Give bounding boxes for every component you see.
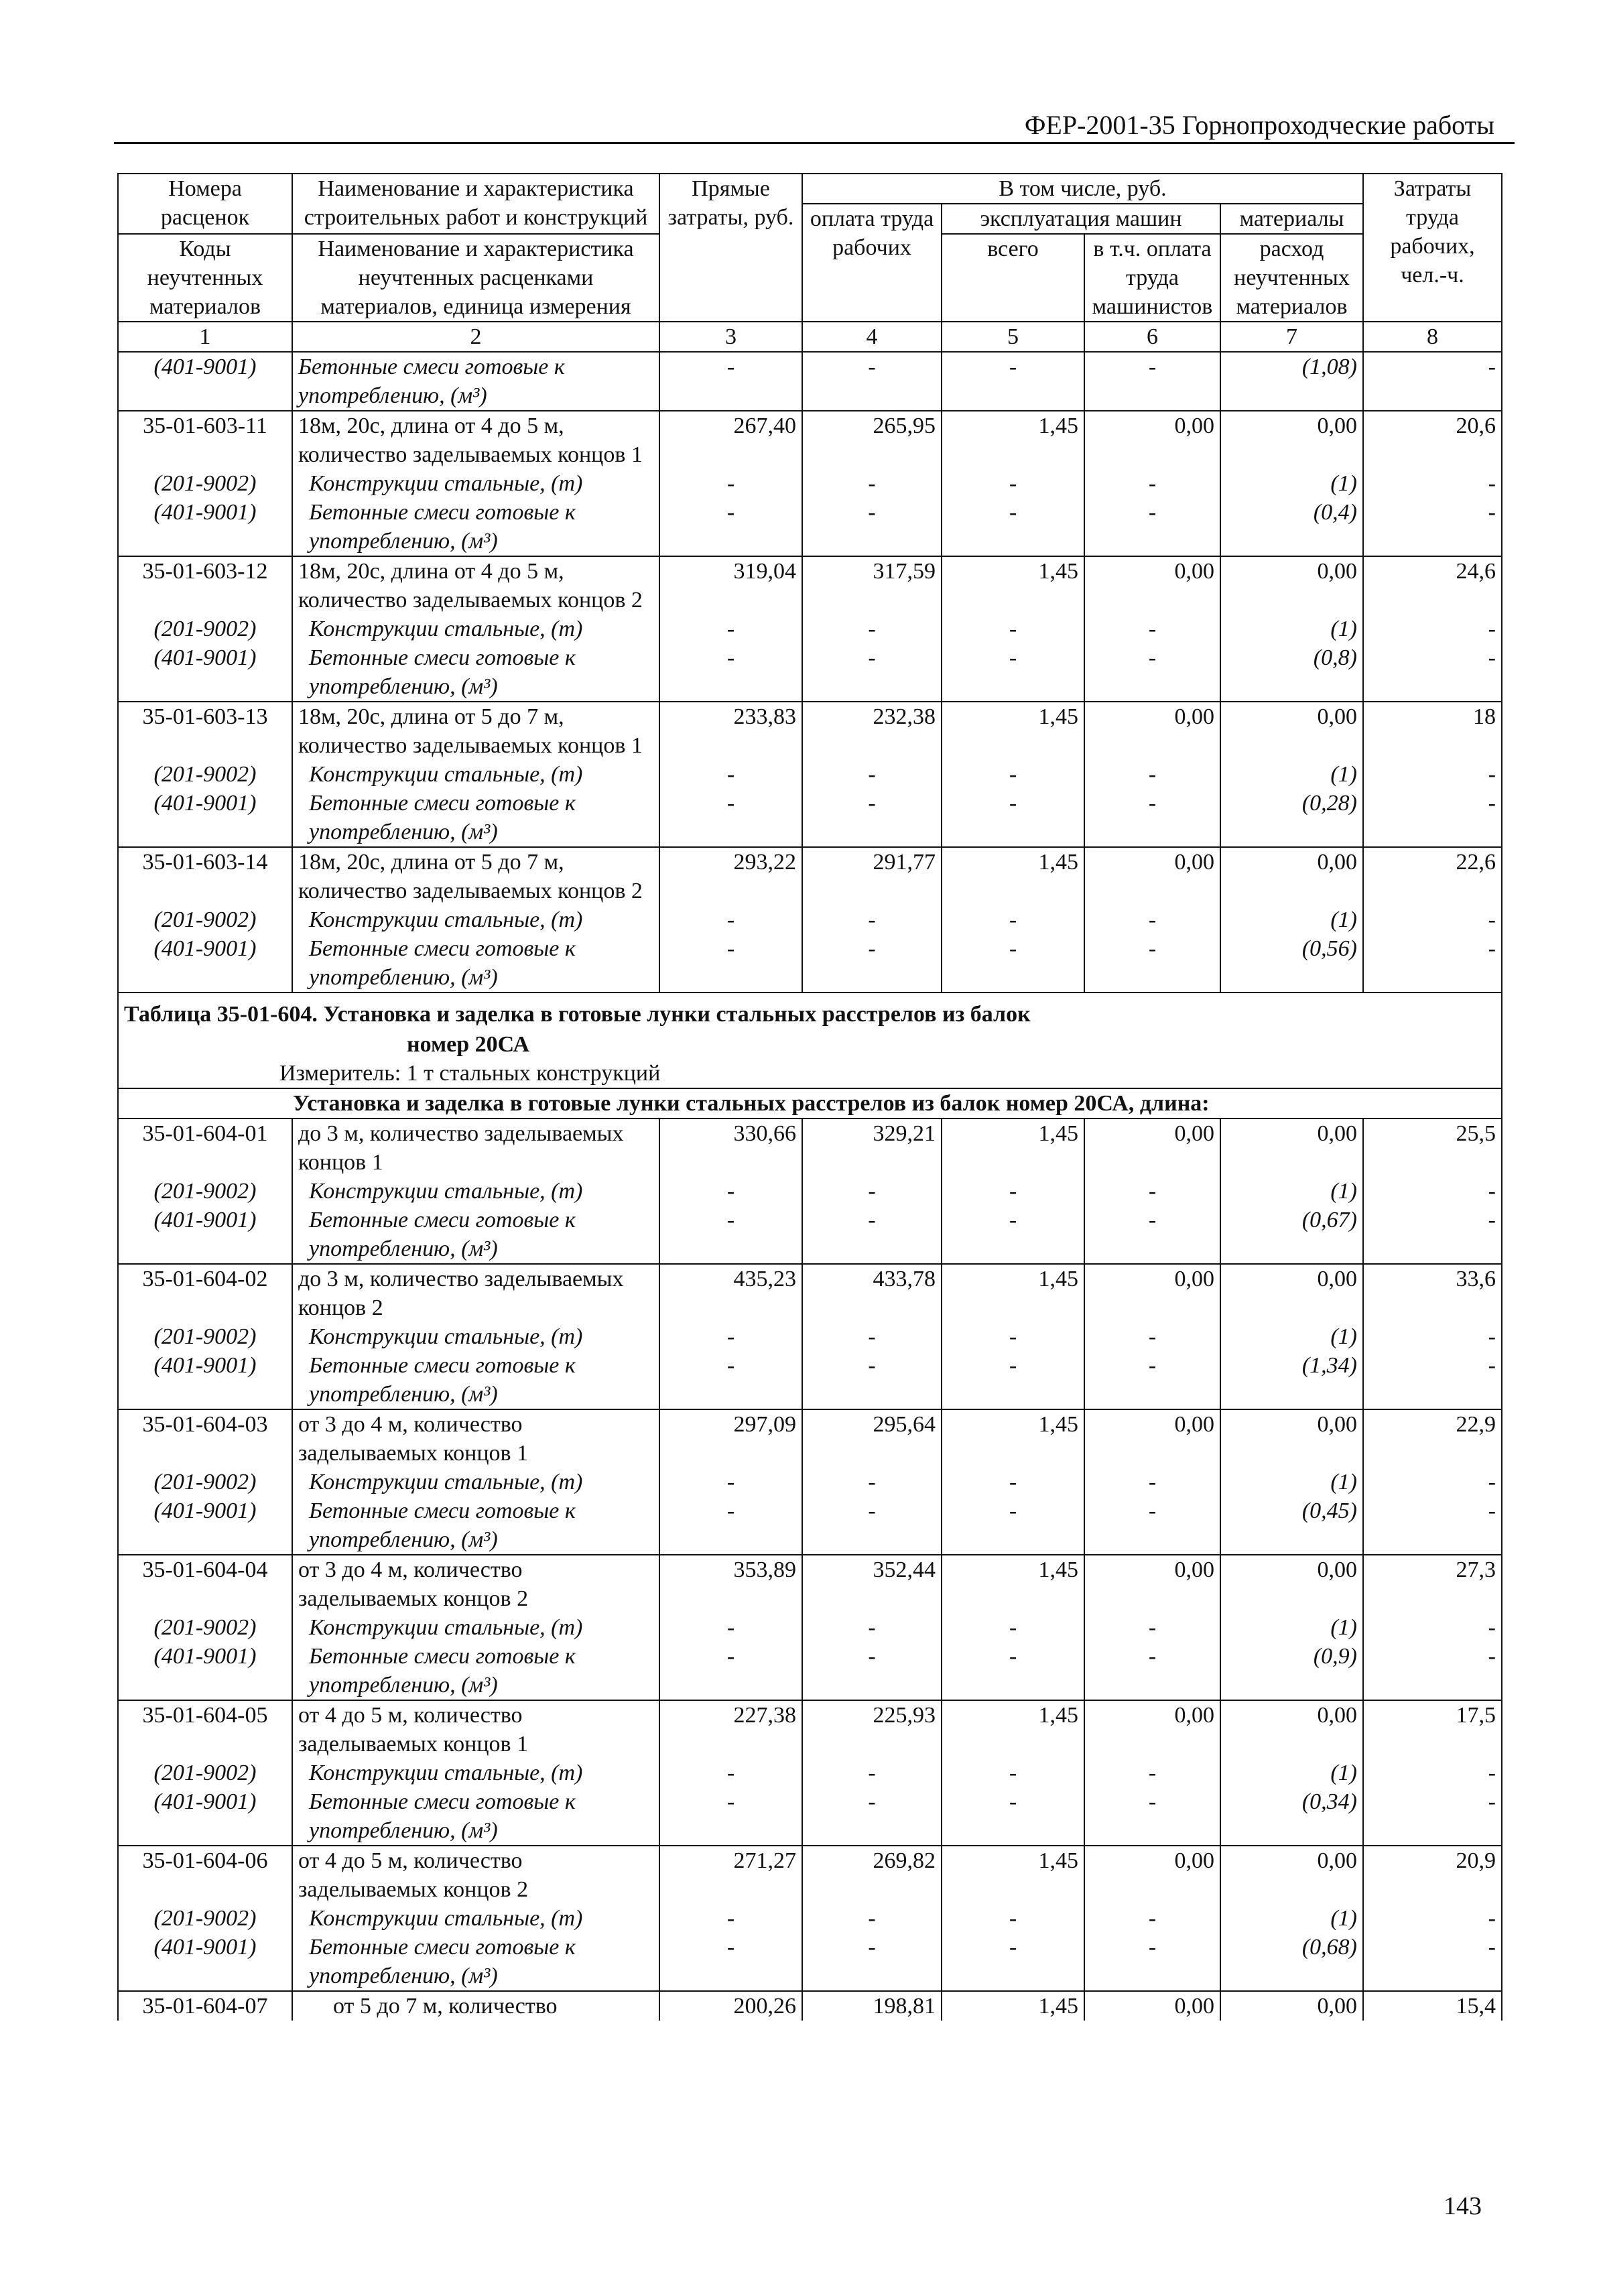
material-use: (0,34) xyxy=(1220,1787,1363,1846)
labor: 22,9 xyxy=(1363,1409,1502,1468)
header-materials: материалы xyxy=(1220,204,1363,234)
machinist-wage: 0,00 xyxy=(1084,847,1220,905)
rate-code: 35-01-604-03 xyxy=(118,1409,292,1468)
material-code: (401-9001) xyxy=(118,1787,292,1846)
header-machinist-wage: в т.ч. оплата труда машинистов xyxy=(1084,234,1220,322)
direct-costs: 435,23 xyxy=(659,1264,802,1322)
materials: 0,00 xyxy=(1220,1264,1363,1322)
materials: 0,00 xyxy=(1220,1409,1363,1468)
material-name: Бетонные смеси готовые к употреблению, (м³) xyxy=(292,1642,659,1700)
material-code: (201-9002) xyxy=(118,1177,292,1206)
material-row: (201-9002) Конструкции стальные, (т) - - - - (1) - xyxy=(118,1904,1502,1933)
table-measure: Измеритель: 1 т стальных конструкций xyxy=(118,1059,1502,1088)
rate-row xyxy=(118,1409,1502,1468)
material-name: Бетонные смеси готовые к употреблению, (м³) xyxy=(292,498,659,556)
material-name: Бетонные смеси готовые к употреблению, (м³) xyxy=(292,1206,659,1264)
wage: 329,21 xyxy=(802,1119,942,1177)
material-name: Конструкции стальные, (т) xyxy=(292,1613,659,1642)
rate-code: 35-01-603-12 xyxy=(118,556,292,615)
material-row: (201-9002) Конструкции стальные, (т) - - - - (1) - xyxy=(118,1177,1502,1206)
machines-all: 1,45 xyxy=(942,1119,1084,1177)
machinist-wage: 0,00 xyxy=(1084,702,1220,760)
rate-name: 18м, 20с, длина от 4 до 5 м, количество заделываемых концов 1 xyxy=(292,411,659,469)
material-name: Конструкции стальные, (т) xyxy=(292,1759,659,1787)
header-work-name: Наименование и характеристика строительных работ и конструкций xyxy=(292,174,659,234)
material-use: (0,56) xyxy=(1220,934,1363,993)
page-header xyxy=(114,110,1515,144)
direct-costs: 330,66 xyxy=(659,1119,802,1177)
machines-all: 1,45 xyxy=(942,847,1084,905)
page-number: 143 xyxy=(1444,2192,1482,2220)
material-use: (1) xyxy=(1220,615,1363,643)
material-use: (1) xyxy=(1220,1904,1363,1933)
material-name: Бетонные смеси готовые к употреблению, (м³) xyxy=(292,643,659,702)
direct-costs: 271,27 xyxy=(659,1846,802,1904)
material-use: (1) xyxy=(1220,469,1363,498)
machines-all: 1,45 xyxy=(942,1409,1084,1468)
material-row: (401-9001) Бетонные смеси готовые к употреблению, (м³) - - - - (0,8) - xyxy=(118,643,1502,702)
materials: 0,00 xyxy=(1220,1555,1363,1613)
rate-code: 35-01-604-02 xyxy=(118,1264,292,1322)
rate-code: 35-01-603-13 xyxy=(118,702,292,760)
material-use: (1) xyxy=(1220,1759,1363,1787)
rate-name: от 5 до 7 м, количество xyxy=(292,1991,659,2021)
rate-row xyxy=(118,1846,1502,1904)
colnum-6: 6 xyxy=(1084,322,1220,352)
colnum-4: 4 xyxy=(802,322,942,352)
rate-row xyxy=(118,1119,1502,1177)
materials: 0,00 xyxy=(1220,847,1363,905)
material-code: (401-9001) xyxy=(118,934,292,993)
material-row: (201-9002) Конструкции стальные, (т) - - - - (1) - xyxy=(118,469,1502,498)
material-row: (401-9001) Бетонные смеси готовые к употреблению, (м³) - - - - (0,67) - xyxy=(118,1206,1502,1264)
material-code: (201-9002) xyxy=(118,1759,292,1787)
material-code: (201-9002) xyxy=(118,1468,292,1496)
material-code: (201-9002) xyxy=(118,1613,292,1642)
labor: 27,3 xyxy=(1363,1555,1502,1613)
table-title: Таблица 35-01-604. Установка и заделка в готовые лунки стальных расстрелов из балок xyxy=(118,993,1502,1030)
table-title-cont: номер 20СА xyxy=(118,1030,1502,1059)
material-name: Конструкции стальные, (т) xyxy=(292,1468,659,1496)
material-code: (401-9001) xyxy=(118,1642,292,1700)
labor: 20,6 xyxy=(1363,411,1502,469)
material-name: Конструкции стальные, (т) xyxy=(292,760,659,789)
header-machines-all: всего xyxy=(942,234,1084,322)
material-code: (201-9002) xyxy=(118,469,292,498)
material-name: Конструкции стальные, (т) xyxy=(292,905,659,934)
wage: 269,82 xyxy=(802,1846,942,1904)
rate-code: 35-01-604-06 xyxy=(118,1846,292,1904)
direct-costs: 319,04 xyxy=(659,556,802,615)
material-use: (1) xyxy=(1220,760,1363,789)
material-name: Бетонные смеси готовые к употреблению, (м³) xyxy=(292,352,659,411)
material-use: (0,8) xyxy=(1220,643,1363,702)
table-header xyxy=(118,174,1502,352)
material-name: Бетонные смеси готовые к употреблению, (м³) xyxy=(292,1496,659,1555)
material-name: Конструкции стальные, (т) xyxy=(292,1177,659,1206)
rate-row xyxy=(118,411,1502,469)
materials: 0,00 xyxy=(1220,556,1363,615)
material-name: Бетонные смеси готовые к употреблению, (м³) xyxy=(292,789,659,847)
rates-604 xyxy=(118,1119,1502,1991)
wage: 295,64 xyxy=(802,1409,942,1468)
rate-name: 18м, 20с, длина от 5 до 7 м, количество заделываемых концов 1 xyxy=(292,702,659,760)
header-material-use: расход неучтенных материалов xyxy=(1220,234,1363,322)
header-title: ФЕР-2001-35 Горнопроходческие работы xyxy=(1024,110,1494,140)
rate-row xyxy=(118,1700,1502,1759)
material-name: Бетонные смеси готовые к употреблению, (м³) xyxy=(292,1351,659,1409)
materials: 0,00 xyxy=(1220,1119,1363,1177)
material-row: (201-9002) Конструкции стальные, (т) - - - - (1) - xyxy=(118,760,1502,789)
material-name: Конструкции стальные, (т) xyxy=(292,1904,659,1933)
section-heading: Установка и заделка в готовые лунки стальных расстрелов из балок номер 20СА, длина: xyxy=(118,1088,1502,1119)
material-row: (401-9001) Бетонные смеси готовые к употреблению, (м³) - - - - (0,4) - xyxy=(118,498,1502,556)
header-wage: оплата труда рабочих xyxy=(802,204,942,322)
material-code: (401-9001) xyxy=(118,643,292,702)
material-use: (0,4) xyxy=(1220,498,1363,556)
material-row: (401-9001) Бетонные смеси готовые к употреблению, (м³) - - - - (0,45) - xyxy=(118,1496,1502,1555)
materials: 0,00 xyxy=(1220,411,1363,469)
material-row: (401-9001) Бетонные смеси готовые к употреблению, (м³) - - - - (0,68) - xyxy=(118,1933,1502,1991)
material-row: (201-9002) Конструкции стальные, (т) - - - - (1) - xyxy=(118,1759,1502,1787)
materials: 0,00 xyxy=(1220,1700,1363,1759)
material-row: (201-9002) Конструкции стальные, (т) - - - - (1) - xyxy=(118,615,1502,643)
material-row: (401-9001) Бетонные смеси готовые к употреблению, (м³) - - - - (0,9) - xyxy=(118,1642,1502,1700)
machinist-wage: 0,00 xyxy=(1084,1700,1220,1759)
material-row: (201-9002) Конструкции стальные, (т) - - - - (1) - xyxy=(118,905,1502,934)
rate-row xyxy=(118,1555,1502,1613)
material-use: (1) xyxy=(1220,905,1363,934)
wage: 225,93 xyxy=(802,1700,942,1759)
machinist-wage: 0,00 xyxy=(1084,411,1220,469)
material-use: (1) xyxy=(1220,1613,1363,1642)
machinist-wage: 0,00 xyxy=(1084,1846,1220,1904)
colnum-7: 7 xyxy=(1220,322,1363,352)
material-row: (401-9001) Бетонные смеси готовые к употреблению, (м³) - - - - (0,34) - xyxy=(118,1787,1502,1846)
machines-all: 1,45 xyxy=(942,1555,1084,1613)
material-code: (401-9001) xyxy=(118,1206,292,1264)
machinist-wage: 0,00 xyxy=(1084,1119,1220,1177)
last-row: 35-01-604-07 от 5 до 7 м, количество 200,26 198,81 1,45 0,00 0,00 15,4 xyxy=(118,1991,1502,2021)
material-code: (401-9001) xyxy=(118,789,292,847)
header-material-name: Наименование и характеристика неучтенных расценками материалов, единица измерения xyxy=(292,234,659,322)
machines-all: 1,45 xyxy=(942,556,1084,615)
labor: 17,5 xyxy=(1363,1700,1502,1759)
header-numbers: Номера расценок xyxy=(118,174,292,234)
rate-code: 35-01-603-11 xyxy=(118,411,292,469)
material-name: Конструкции стальные, (т) xyxy=(292,1322,659,1351)
rate-code: 35-01-604-07 xyxy=(118,1991,292,2021)
material-name: Конструкции стальные, (т) xyxy=(292,615,659,643)
rate-name: до 3 м, количество заделываемых концов 2 xyxy=(292,1264,659,1322)
labor: 24,6 xyxy=(1363,556,1502,615)
direct-costs: 227,38 xyxy=(659,1700,802,1759)
labor: 20,9 xyxy=(1363,1846,1502,1904)
labor: 22,6 xyxy=(1363,847,1502,905)
materials: 0,00 xyxy=(1220,702,1363,760)
machines-all: 1,45 xyxy=(942,411,1084,469)
rate-row xyxy=(118,1264,1502,1322)
rate-name: 18м, 20с, длина от 4 до 5 м, количество заделываемых концов 2 xyxy=(292,556,659,615)
material-code: (201-9002) xyxy=(118,615,292,643)
colnum-5: 5 xyxy=(942,322,1084,352)
wage: 352,44 xyxy=(802,1555,942,1613)
material-use: (1) xyxy=(1220,1322,1363,1351)
rate-row xyxy=(118,556,1502,615)
first-material-row: (401-9001) Бетонные смеси готовые к употреблению, (м³) - - - - (1,08) - xyxy=(118,352,1502,411)
material-name: Бетонные смеси готовые к употреблению, (м³) xyxy=(292,1933,659,1991)
rate-row xyxy=(118,847,1502,905)
machines-all: 1,45 xyxy=(942,1264,1084,1322)
material-row: (401-9001) Бетонные смеси готовые к употреблению, (м³) - - - - (0,28) - xyxy=(118,789,1502,847)
header-labor: Затраты труда рабочих, чел.-ч. xyxy=(1363,174,1502,322)
material-code: (401-9001) xyxy=(118,1496,292,1555)
rate-code: 35-01-603-14 xyxy=(118,847,292,905)
machines-all: 1,45 xyxy=(942,1846,1084,1904)
wage: 317,59 xyxy=(802,556,942,615)
materials: 0,00 xyxy=(1220,1846,1363,1904)
material-use: (0,45) xyxy=(1220,1496,1363,1555)
machinist-wage: 0,00 xyxy=(1084,1555,1220,1613)
material-use: (1) xyxy=(1220,1177,1363,1206)
wage: 291,77 xyxy=(802,847,942,905)
material-use: (0,67) xyxy=(1220,1206,1363,1264)
material-use: (1,34) xyxy=(1220,1351,1363,1409)
rates-table xyxy=(117,173,1502,2021)
machinist-wage: 0,00 xyxy=(1084,1264,1220,1322)
material-name: Бетонные смеси готовые к употреблению, (м³) xyxy=(292,934,659,993)
material-code: (401-9001) xyxy=(118,352,292,411)
rate-code: 35-01-604-04 xyxy=(118,1555,292,1613)
material-use: (0,9) xyxy=(1220,1642,1363,1700)
rate-code: 35-01-604-05 xyxy=(118,1700,292,1759)
material-use: (1) xyxy=(1220,1468,1363,1496)
header-direct-costs: Прямые затраты, руб. xyxy=(659,174,802,322)
wage: 265,95 xyxy=(802,411,942,469)
direct-costs: 297,09 xyxy=(659,1409,802,1468)
material-code: (201-9002) xyxy=(118,1904,292,1933)
material-name: Конструкции стальные, (т) xyxy=(292,469,659,498)
rates-603 xyxy=(118,411,1502,993)
material-row: (401-9001) Бетонные смеси готовые к употреблению, (м³) - - - - (1,34) - xyxy=(118,1351,1502,1409)
material-code: (201-9002) xyxy=(118,1322,292,1351)
table-604-caption xyxy=(118,993,1502,1119)
machinist-wage: 0,00 xyxy=(1084,556,1220,615)
rate-row xyxy=(118,702,1502,760)
labor: 33,6 xyxy=(1363,1264,1502,1322)
rate-name: 18м, 20с, длина от 5 до 7 м, количество заделываемых концов 2 xyxy=(292,847,659,905)
material-use: (0,68) xyxy=(1220,1933,1363,1991)
material-code: (401-9001) xyxy=(118,1933,292,1991)
wage: 433,78 xyxy=(802,1264,942,1322)
material-use: (0,28) xyxy=(1220,789,1363,847)
material-row: (201-9002) Конструкции стальные, (т) - - - - (1) - xyxy=(118,1468,1502,1496)
direct-costs: 353,89 xyxy=(659,1555,802,1613)
machines-all: 1,45 xyxy=(942,1700,1084,1759)
rate-name: до 3 м, количество заделываемых концов 1 xyxy=(292,1119,659,1177)
colnum-8: 8 xyxy=(1363,322,1502,352)
rate-name: от 3 до 4 м, количество заделываемых концов 2 xyxy=(292,1555,659,1613)
rate-code: 35-01-604-01 xyxy=(118,1119,292,1177)
material-row: (201-9002) Конструкции стальные, (т) - - - - (1) - xyxy=(118,1322,1502,1351)
direct-costs: 293,22 xyxy=(659,847,802,905)
material-code: (201-9002) xyxy=(118,760,292,789)
rate-name: от 4 до 5 м, количество заделываемых концов 2 xyxy=(292,1846,659,1904)
header-codes: Коды неучтенных материалов xyxy=(118,234,292,322)
labor: 25,5 xyxy=(1363,1119,1502,1177)
colnum-3: 3 xyxy=(659,322,802,352)
header-machines: эксплуатация машин xyxy=(942,204,1220,234)
colnum-2: 2 xyxy=(292,322,659,352)
wage: 232,38 xyxy=(802,702,942,760)
material-code: (201-9002) xyxy=(118,905,292,934)
rate-name: от 4 до 5 м, количество заделываемых концов 1 xyxy=(292,1700,659,1759)
material-name: Бетонные смеси готовые к употреблению, (м³) xyxy=(292,1787,659,1846)
material-code: (401-9001) xyxy=(118,1351,292,1409)
material-row: (401-9001) Бетонные смеси готовые к употреблению, (м³) - - - - (0,56) - xyxy=(118,934,1502,993)
machines-all: 1,45 xyxy=(942,702,1084,760)
material-code: (401-9001) xyxy=(118,498,292,556)
machinist-wage: 0,00 xyxy=(1084,1409,1220,1468)
direct-costs: 233,83 xyxy=(659,702,802,760)
labor: 18 xyxy=(1363,702,1502,760)
direct-costs: 267,40 xyxy=(659,411,802,469)
header-including: В том числе, руб. xyxy=(802,174,1363,204)
rate-name: от 3 до 4 м, количество заделываемых концов 1 xyxy=(292,1409,659,1468)
colnum-1: 1 xyxy=(118,322,292,352)
material-row: (201-9002) Конструкции стальные, (т) - - - - (1) - xyxy=(118,1613,1502,1642)
